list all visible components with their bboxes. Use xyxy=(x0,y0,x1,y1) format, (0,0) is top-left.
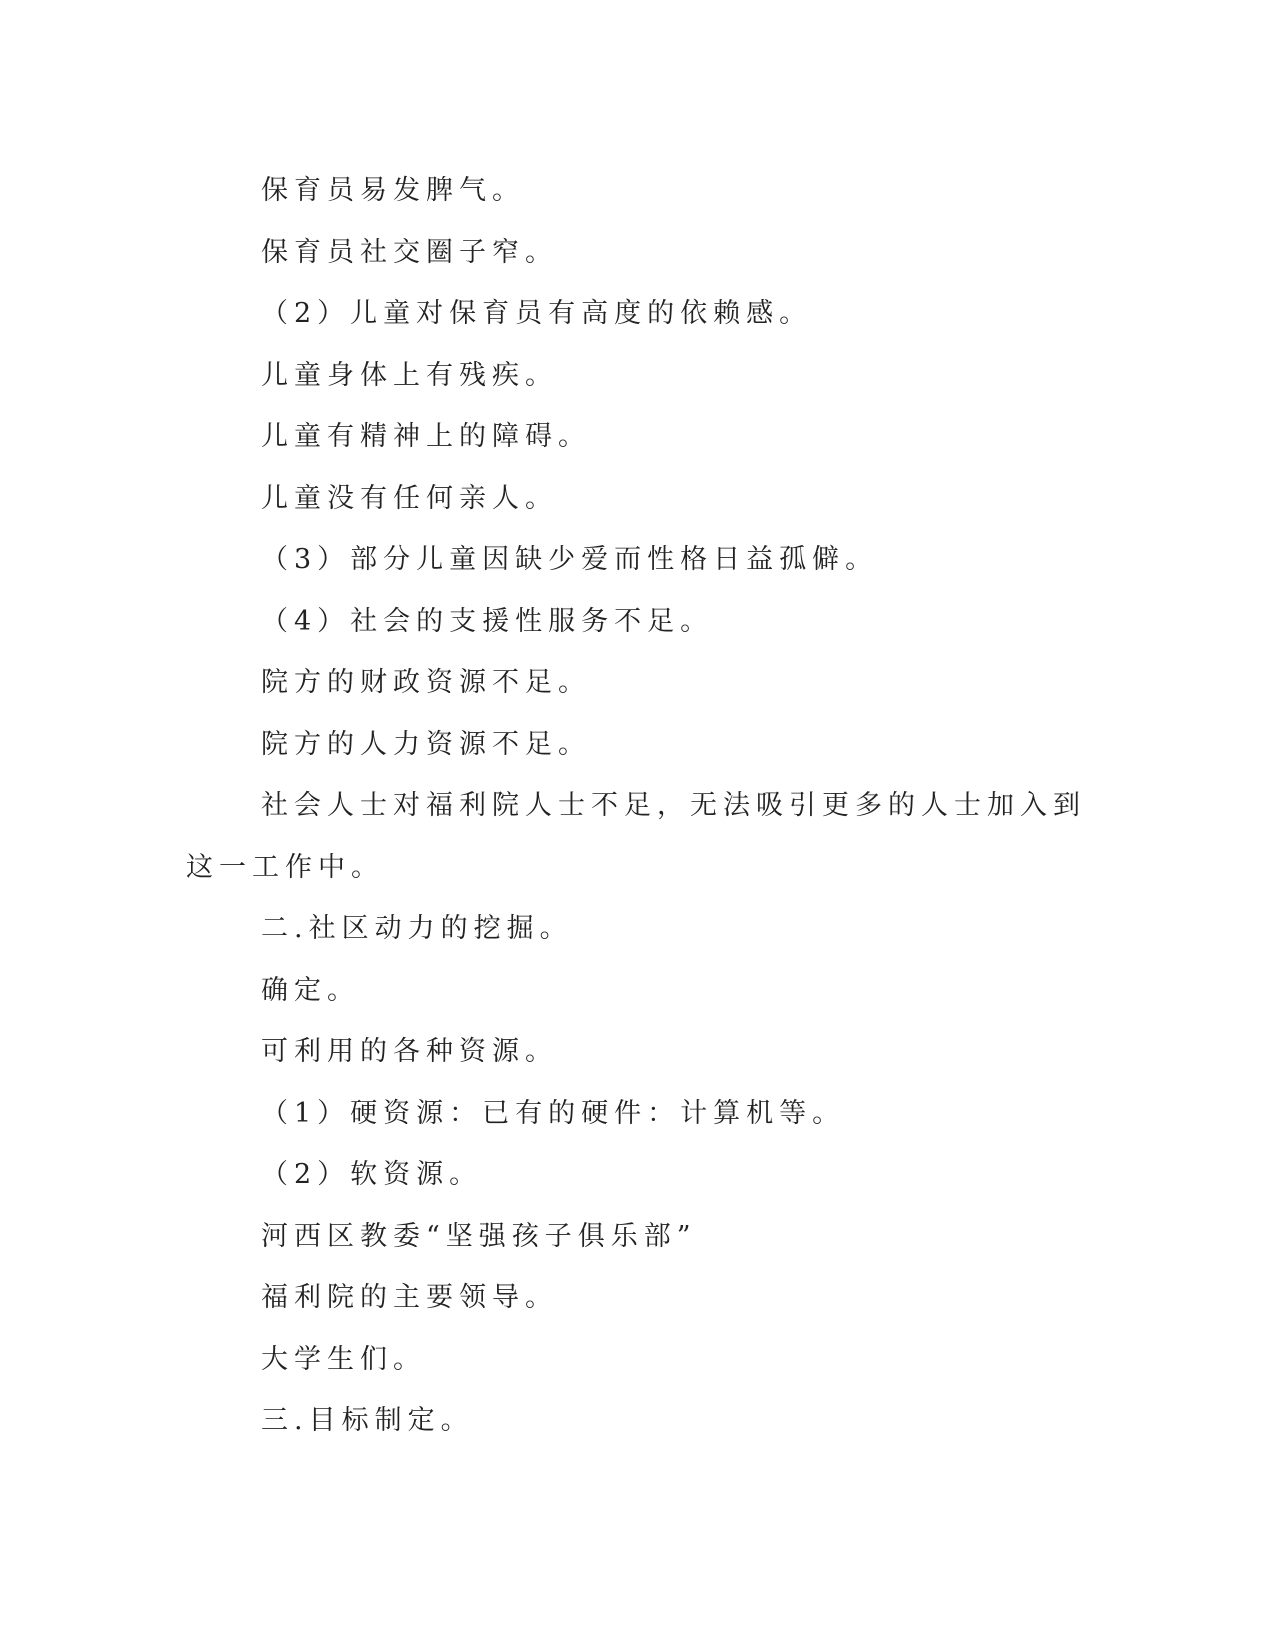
paragraph: 可利用的各种资源。 xyxy=(261,1036,558,1067)
paragraph: （2）儿童对保育员有高度的依赖感。 xyxy=(261,298,813,329)
paragraph: 大学生们。 xyxy=(261,1343,426,1375)
paragraph: （4）社会的支援性服务不足。 xyxy=(261,605,714,637)
paragraph: 儿童没有任何亲人。 xyxy=(261,482,558,514)
paragraph: 儿童身体上有残疾。 xyxy=(261,359,558,391)
paragraph: 儿童有精神上的障碍。 xyxy=(261,421,591,452)
section-heading: 三.目标制定。 xyxy=(261,1405,474,1436)
paragraph: （3）部分儿童因缺少爱而性格日益孤僻。 xyxy=(261,544,879,575)
paragraph: 保育员社交圈子窄。 xyxy=(261,236,558,268)
paragraph: 社会人士对福利院人士不足，无法吸引更多的人士加入到这一工作中。 xyxy=(186,790,1086,883)
paragraph: 保育员易发脾气。 xyxy=(261,175,525,206)
paragraph: 确定。 xyxy=(261,974,360,1006)
paragraph: （1）硬资源：已有的硬件：计算机等。 xyxy=(261,1097,846,1129)
section-heading: 二.社区动力的挖掘。 xyxy=(261,913,573,944)
paragraph: （2）软资源。 xyxy=(261,1159,483,1190)
paragraph: 院方的财政资源不足。 xyxy=(261,667,591,698)
paragraph: 福利院的主要领导。 xyxy=(261,1282,558,1313)
document-body xyxy=(186,160,1086,1452)
paragraph: 院方的人力资源不足。 xyxy=(261,728,591,760)
paragraph: 河西区教委“坚强孩子俱乐部” xyxy=(261,1220,697,1252)
